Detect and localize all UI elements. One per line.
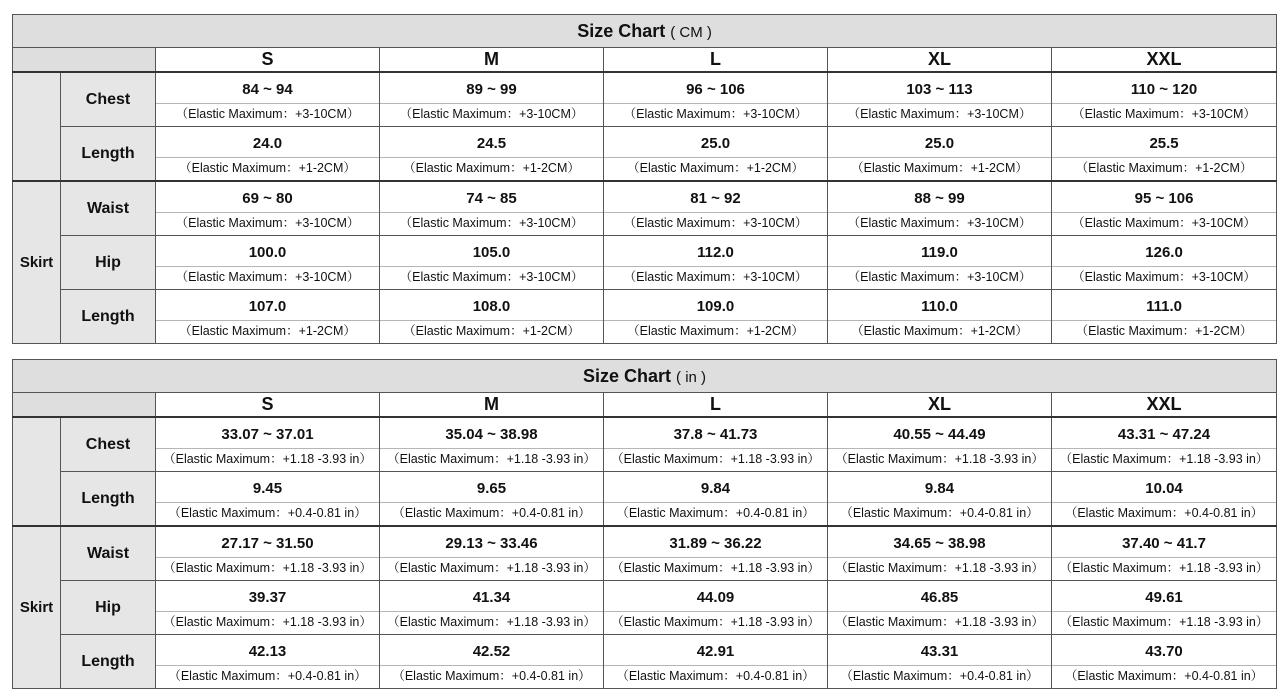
size-cell: [1052, 526, 1277, 581]
measurement-label: Chest: [61, 417, 156, 472]
size-cell: [604, 290, 828, 344]
size-cell: [604, 526, 828, 581]
group-label: [13, 417, 61, 526]
measurement-value: 37.40 ~ 41.7: [1122, 535, 1206, 552]
elastic-note: （Elastic Maximum：+3-10CM）: [156, 266, 379, 289]
elastic-note: （Elastic Maximum：+3-10CM）: [156, 103, 379, 126]
elastic-note: （Elastic Maximum：+1.18 -3.93 in）: [380, 557, 603, 580]
measurement-value: 69 ~ 80: [242, 190, 293, 207]
size-cell: [1052, 236, 1277, 290]
elastic-note: （Elastic Maximum：+1-2CM）: [828, 320, 1051, 343]
elastic-note: （Elastic Maximum：+3-10CM）: [156, 212, 379, 235]
size-cell: [828, 290, 1052, 344]
measurement-value: 126.0: [1145, 244, 1183, 261]
elastic-note: （Elastic Maximum：+1.18 -3.93 in）: [1052, 557, 1276, 580]
measurement-label: Chest: [61, 72, 156, 127]
size-cell: [604, 635, 828, 689]
elastic-note: （Elastic Maximum：+1.18 -3.93 in）: [1052, 611, 1276, 634]
elastic-note: （Elastic Maximum：+3-10CM）: [1052, 103, 1276, 126]
size-header-xxl: XXL: [1052, 48, 1277, 73]
elastic-note: （Elastic Maximum：+3-10CM）: [1052, 266, 1276, 289]
measurement-row: [13, 417, 1277, 472]
size-header-l: L: [604, 48, 828, 73]
size-cell: [828, 581, 1052, 635]
size-cell: [604, 581, 828, 635]
size-cell: [604, 417, 828, 472]
size-header-m: M: [380, 393, 604, 418]
measurement-row: [13, 181, 1277, 236]
measurement-value: 110.0: [921, 298, 958, 315]
size-cell: [156, 127, 380, 182]
measurement-value: 9.84: [700, 480, 731, 497]
size-cell: [156, 581, 380, 635]
elastic-note: （Elastic Maximum：+1-2CM）: [828, 157, 1051, 180]
measurement-value: 95 ~ 106: [1134, 190, 1194, 207]
measurement-row: [13, 472, 1277, 527]
measurement-value: 25.5: [1149, 135, 1179, 152]
elastic-note: （Elastic Maximum：+3-10CM）: [828, 266, 1051, 289]
chart-title-text: Size Chart: [582, 365, 672, 386]
measurement-value: 37.8 ~ 41.73: [673, 426, 758, 443]
size-header-xl: XL: [828, 48, 1052, 73]
measurement-value: 88 ~ 99: [914, 190, 965, 207]
elastic-note: （Elastic Maximum：+1.18 -3.93 in）: [604, 448, 827, 471]
measurement-row: [13, 236, 1277, 290]
group-label: Skirt: [13, 526, 61, 689]
elastic-note: （Elastic Maximum：+3-10CM）: [604, 266, 827, 289]
group-label: [13, 72, 61, 181]
elastic-note: （Elastic Maximum：+1.18 -3.93 in）: [828, 448, 1051, 471]
size-cell: [604, 236, 828, 290]
elastic-note: （Elastic Maximum：+1.18 -3.93 in）: [828, 611, 1051, 634]
measurement-value: 33.07 ~ 37.01: [221, 426, 314, 443]
elastic-note: （Elastic Maximum：+0.4-0.81 in）: [1052, 502, 1276, 525]
elastic-note: （Elastic Maximum：+0.4-0.81 in）: [604, 502, 827, 525]
elastic-note: （Elastic Maximum：+1.18 -3.93 in）: [604, 557, 827, 580]
measurement-value: 84 ~ 94: [242, 81, 293, 98]
measurement-value: 31.89 ~ 36.22: [669, 535, 762, 552]
elastic-note: （Elastic Maximum：+0.4-0.81 in）: [828, 665, 1051, 688]
elastic-note: （Elastic Maximum：+3-10CM）: [380, 103, 603, 126]
measurement-value: 81 ~ 92: [690, 190, 741, 207]
measurement-row: [13, 127, 1277, 182]
size-cell: [380, 127, 604, 182]
measurement-label: Waist: [61, 526, 156, 581]
size-cell: [156, 417, 380, 472]
size-header-m: M: [380, 48, 604, 73]
elastic-note: （Elastic Maximum：+1-2CM）: [156, 320, 379, 343]
elastic-note: （Elastic Maximum：+1-2CM）: [1052, 157, 1276, 180]
measurement-value: 119.0: [921, 244, 958, 261]
measurement-label: Length: [61, 290, 156, 344]
size-cell: [1052, 581, 1277, 635]
elastic-note: （Elastic Maximum：+1.18 -3.93 in）: [1052, 448, 1276, 471]
measurement-value: 43.70: [1145, 643, 1183, 660]
size-header-s: S: [156, 393, 380, 418]
size-cell: [604, 181, 828, 236]
size-cell: [604, 472, 828, 527]
elastic-note: （Elastic Maximum：+1-2CM）: [380, 157, 603, 180]
measurement-value: 34.65 ~ 38.98: [893, 535, 986, 552]
size-cell: [1052, 417, 1277, 472]
size-cell: [1052, 290, 1277, 344]
size-header-l: L: [604, 393, 828, 418]
measurement-label: Waist: [61, 181, 156, 236]
size-header-s: S: [156, 48, 380, 73]
measurement-row: [13, 526, 1277, 581]
elastic-note: （Elastic Maximum：+0.4-0.81 in）: [380, 665, 603, 688]
measurement-value: 25.0: [924, 135, 955, 152]
measurement-value: 24.5: [476, 135, 507, 152]
elastic-note: （Elastic Maximum：+3-10CM）: [1052, 212, 1276, 235]
header-corner: [13, 393, 156, 418]
elastic-note: （Elastic Maximum：+0.4-0.81 in）: [604, 665, 827, 688]
measurement-value: 24.0: [252, 135, 283, 152]
size-cell: [156, 236, 380, 290]
elastic-note: （Elastic Maximum：+3-10CM）: [604, 212, 827, 235]
size-cell: [380, 181, 604, 236]
measurement-value: 46.85: [920, 589, 959, 606]
measurement-value: 112.0: [697, 244, 734, 261]
size-cell: [828, 526, 1052, 581]
size-header-xxl: XXL: [1052, 393, 1277, 418]
size-cell: [828, 472, 1052, 527]
size-cell: [380, 72, 604, 127]
elastic-note: （Elastic Maximum：+1.18 -3.93 in）: [156, 611, 379, 634]
size-cell: [1052, 72, 1277, 127]
size-cell: [156, 72, 380, 127]
elastic-note: （Elastic Maximum：+1-2CM）: [604, 157, 827, 180]
measurement-value: 107.0: [248, 298, 287, 315]
chart-title-text: Size Chart: [577, 20, 666, 41]
elastic-note: （Elastic Maximum：+0.4-0.81 in）: [380, 502, 603, 525]
measurement-value: 89 ~ 99: [466, 81, 517, 98]
size-cell: [1052, 635, 1277, 689]
size-cell: [1052, 472, 1277, 527]
size-chart-in-table: [12, 359, 1277, 689]
measurement-value: 41.34: [472, 589, 511, 606]
measurement-value: 42.13: [248, 643, 287, 660]
chart-title: [13, 360, 1277, 393]
measurement-value: 110 ~ 120: [1130, 81, 1198, 98]
size-cell: [828, 127, 1052, 182]
measurement-value: 74 ~ 85: [466, 190, 517, 207]
size-cell: [380, 290, 604, 344]
elastic-note: （Elastic Maximum：+1.18 -3.93 in）: [156, 557, 379, 580]
size-cell: [380, 417, 604, 472]
measurement-value: 42.52: [472, 643, 511, 660]
elastic-note: （Elastic Maximum：+1.18 -3.93 in）: [380, 611, 603, 634]
elastic-note: （Elastic Maximum：+0.4-0.81 in）: [828, 502, 1051, 525]
measurement-label: Length: [61, 472, 156, 527]
size-cell: [380, 635, 604, 689]
measurement-value: 49.61: [1145, 589, 1183, 606]
elastic-note: （Elastic Maximum：+3-10CM）: [828, 103, 1051, 126]
chart-unit: ( CM ): [670, 23, 712, 41]
measurement-value: 27.17 ~ 31.50: [221, 535, 314, 552]
measurement-value: 9.65: [476, 480, 507, 497]
size-cell: [380, 472, 604, 527]
size-cell: [1052, 127, 1277, 182]
measurement-value: 9.45: [252, 480, 283, 497]
measurement-value: 10.04: [1145, 480, 1183, 497]
size-chart-cm-table: [12, 14, 1277, 344]
elastic-note: （Elastic Maximum：+3-10CM）: [604, 103, 827, 126]
measurement-label: Hip: [61, 581, 156, 635]
measurement-value: 25.0: [700, 135, 731, 152]
measurement-value: 109.0: [696, 298, 735, 315]
elastic-note: （Elastic Maximum：+1.18 -3.93 in）: [604, 611, 827, 634]
size-cell: [828, 635, 1052, 689]
measurement-value: 111.0: [1146, 298, 1182, 315]
measurement-value: 43.31: [920, 643, 959, 660]
size-header-xl: XL: [828, 393, 1052, 418]
elastic-note: （Elastic Maximum：+1.18 -3.93 in）: [828, 557, 1051, 580]
size-cell: [828, 181, 1052, 236]
chart-unit: ( in ): [676, 368, 707, 386]
elastic-note: （Elastic Maximum：+0.4-0.81 in）: [1052, 665, 1276, 688]
measurement-label: Hip: [61, 236, 156, 290]
elastic-note: （Elastic Maximum：+1.18 -3.93 in）: [156, 448, 379, 471]
elastic-note: （Elastic Maximum：+3-10CM）: [380, 266, 603, 289]
size-cell: [604, 127, 828, 182]
measurement-value: 35.04 ~ 38.98: [445, 426, 538, 443]
elastic-note: （Elastic Maximum：+1.18 -3.93 in）: [380, 448, 603, 471]
group-label: Skirt: [13, 181, 61, 344]
measurement-value: 96 ~ 106: [686, 81, 745, 98]
measurement-value: 108.0: [472, 298, 511, 315]
measurement-value: 29.13 ~ 33.46: [445, 535, 538, 552]
measurement-label: Length: [61, 635, 156, 689]
size-cell: [380, 526, 604, 581]
size-cell: [380, 236, 604, 290]
measurement-value: 40.55 ~ 44.49: [893, 426, 986, 443]
elastic-note: （Elastic Maximum：+3-10CM）: [828, 212, 1051, 235]
measurement-value: 105.0: [472, 244, 511, 261]
measurement-value: 44.09: [696, 589, 735, 606]
measurement-value: 43.31 ~ 47.24: [1117, 426, 1211, 443]
measurement-value: 103 ~ 113: [906, 81, 973, 98]
elastic-note: （Elastic Maximum：+0.4-0.81 in）: [156, 502, 379, 525]
measurement-row: [13, 635, 1277, 689]
measurement-value: 100.0: [248, 244, 287, 261]
size-cell: [156, 290, 380, 344]
elastic-note: （Elastic Maximum：+3-10CM）: [380, 212, 603, 235]
size-cell: [828, 72, 1052, 127]
size-cell: [828, 236, 1052, 290]
size-cell: [1052, 181, 1277, 236]
elastic-note: （Elastic Maximum：+1-2CM）: [380, 320, 603, 343]
elastic-note: （Elastic Maximum：+1-2CM）: [604, 320, 827, 343]
size-cell: [156, 472, 380, 527]
measurement-value: 9.84: [924, 480, 955, 497]
size-cell: [156, 526, 380, 581]
size-cell: [156, 181, 380, 236]
elastic-note: （Elastic Maximum：+0.4-0.81 in）: [156, 665, 379, 688]
measurement-row: [13, 72, 1277, 127]
measurement-row: [13, 581, 1277, 635]
measurement-value: 42.91: [696, 643, 735, 660]
measurement-label: Length: [61, 127, 156, 182]
size-cell: [380, 581, 604, 635]
elastic-note: （Elastic Maximum：+1-2CM）: [1052, 320, 1276, 343]
measurement-value: 39.37: [248, 589, 287, 606]
header-corner: [13, 48, 156, 73]
chart-title: [13, 15, 1277, 48]
measurement-row: [13, 290, 1277, 344]
size-cell: [604, 72, 828, 127]
size-cell: [828, 417, 1052, 472]
size-cell: [156, 635, 380, 689]
elastic-note: （Elastic Maximum：+1-2CM）: [156, 157, 379, 180]
